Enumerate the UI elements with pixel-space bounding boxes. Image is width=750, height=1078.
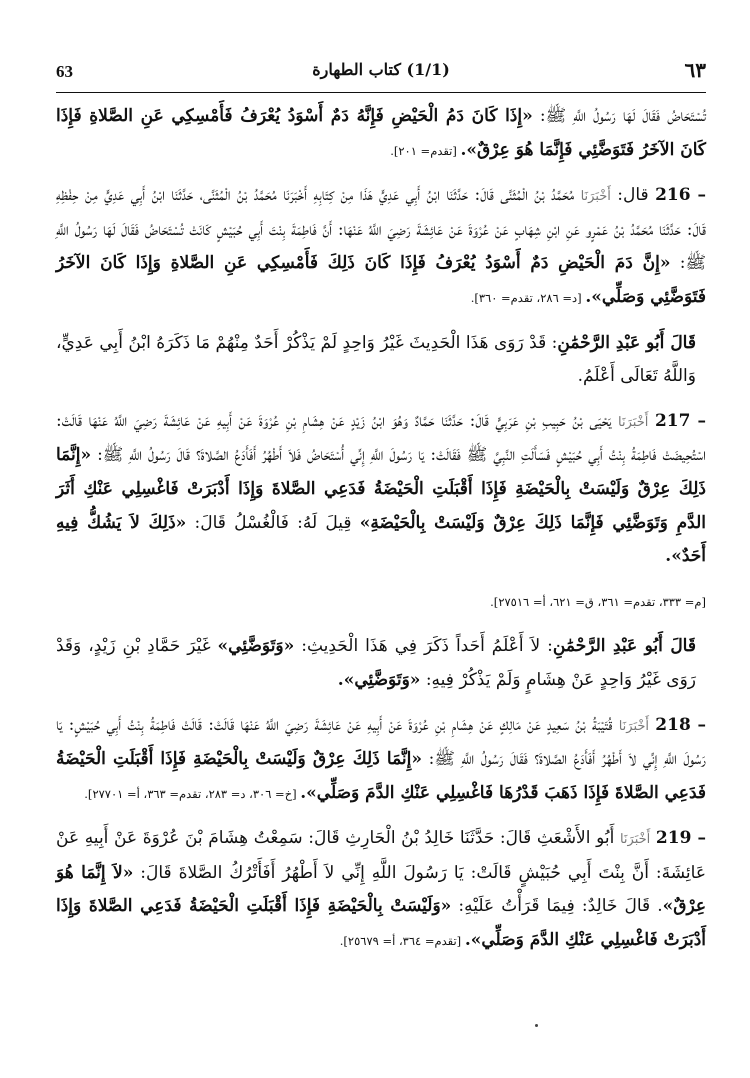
bold-quote: «إِنَّ دَمَ الْحَيْضِ دَمٌ أَسْوَدُ يُعْرَفُ فَإِذَا كَانَ ذَلِكَ فَأَمْسِكِي عَنِ الصَّلاةِ وَإِذَا كَانَ الآخَرُ فَتَوَضَّئِي وَصَلِّي». — [56, 253, 706, 307]
text-run: تُسْتَحَاضُ فَقَالَ لَهَا رَسُولُ اللَّهِ ﷺ: — [532, 106, 706, 126]
bold-quote: قَالَ أَبُو عَبْدِ الرَّحْمَٰنِ — [552, 636, 696, 657]
text-run: يَحْيَى بْنُ حَبِيبِ بْنِ عَرَبِيٍّ قَالَ: حَدَّثَنَا حَمَّادٌ وَهُوَ ابْنُ زَيْدٍ عَنْ هِشَامِ بْنِ عُرْوَةَ عَنْ أَبِيهِ عَنْ عَائِشَةَ رَضِيَ اللَّهُ عَنْهَا قَالَتْ: اسْتُحِيضَتْ فَاطِمَةُ بِنْتُ أَبِي حُبَيْشٍ فَسَأَلَتِ النَّبِيَّ ﷺ فَقَالَتْ: يَا رَسُولَ اللَّهِ إِنِّي أُسْتَحَاضُ فَلاَ أَطْهُرُ أَفَأَدَعُ الصَّلاةَ؟ قَالَ رَسُولُ اللَّهِ ﷺ: — [56, 410, 706, 466]
reference-line — [56, 585, 706, 620]
text-run: أَبُو الأَشْعَثِ قَالَ: حَدَّثَنَا خَالِدُ بْنُ الْحَارِثِ قَالَ: سَمِعْتُ هِشَامَ بْنَ عُرْوَةَ عَنْ أَبِيهِ عَنْ عَائِشَةَ: أَنَّ بِنْتَ أَبِي حُبَيْشٍ قَالَتْ: يَا رَسُولَ اللَّهِ إِنِّي لاَ أَطْهُرُ أَفَأَتْرُكُ الصَّلاةَ قَالَ: — [56, 828, 706, 883]
bold-quote: «وَتَوَضَّئِي» — [217, 636, 295, 657]
text-run: قِيلَ لَهُ: فَالْغُسْلُ قَالَ: — [186, 512, 360, 533]
commentary-paragraph — [56, 327, 706, 394]
header-rule — [56, 92, 706, 93]
akhbarana-label: أَخْبَرَنَا — [619, 832, 651, 848]
hadith-paragraph — [56, 709, 706, 812]
bold-quote: «إِذَا كَانَ دَمُ الْحَيْضِ فَإِنَّهُ دَمٌ أَسْوَدُ يُعْرَفُ فَأَمْسِكِي عَنِ الصَّلاةِ فَإِذَا كَانَ الآخَرُ فَتَوَضَّئِي فَإِنَّمَا هُوَ عِرْقٌ». — [56, 106, 706, 160]
continuation-paragraph — [56, 100, 706, 168]
bold-quote: «وَلَيْسَتْ بِالْحَيْضَةِ فَإِذَا أَقْبَلَتِ الْحَيْضَةُ فَدَعِي الصَّلاةَ وَإِذَا أَدْبَرَتْ فَاغْسِلِي عَنْكِ الدَّمَ وَصَلِّي». — [56, 896, 706, 951]
hadith-paragraph — [56, 405, 706, 574]
reference-citation: [م= ٣٣٣، تقدم= ٣٦١، ق= ٦٢١، أ= ٢٧٥١٦]. — [490, 594, 706, 609]
text-run: مُحَمَّدُ بْنُ الْمُثَنَّى قَالَ: حَدَّثَنَا ابْنُ أَبِي عَدِيٍّ هَذَا مِنْ كِتَابِهِ أَخْبَرَنَا مُحَمَّدُ بْنُ الْمُثَنَّى، حَدَّثَنَا ابْنُ أَبِي عَدِيٍّ مِنْ حِفْظِهِ قَالَ: حَدَّثَنَا مُحَمَّدُ بْنُ عَمْرٍو عَنِ ابْنِ شِهَابٍ عَنْ عُرْوَةَ عَنْ عَائِشَةَ رَضِيَ اللَّهُ عَنْهَا: أَنَّ فَاطِمَةَ بِنْتَ أَبِي حُبَيْشٍ كَانَتْ تُسْتَحَاضُ فَقَالَ لَهَا رَسُولُ اللَّهِ ﷺ: — [56, 185, 706, 274]
text-run: . قَالَ خَالِدٌ: فِيمَا قَرَأْتُ عَلَيْهِ: — [451, 896, 663, 917]
text-run: قُتَيْبَةُ بْنُ سَعِيدٍ عَنْ مَالِكٍ عَنْ هِشَامِ بْنِ عُرْوَةَ عَنْ أَبِيهِ عَنْ عَائِشَةَ رَضِيَ اللَّهُ عَنْهَا قَالَتْ: قَالَتْ فَاطِمَةُ بِنْتُ أَبِي حُبَيْشٍ: يَا رَسُولَ اللَّهِ إِنِّي لاَ أَطْهُرُ أَفَأَدَعُ الصَّلاةَ؟ فَقَالَ رَسُولُ اللَّهِ ﷺ: — [56, 714, 707, 770]
hadith-paragraph — [56, 822, 706, 958]
reference-citation: [تقدم= ٢٠١]. — [390, 143, 461, 158]
bold-quote: قَالَ أَبُو عَبْدِ الرَّحْمَٰنِ — [557, 332, 696, 353]
ink-dot — [535, 1024, 538, 1027]
book-title: (1/1) كتاب الطهارة — [312, 60, 450, 79]
page-body — [56, 100, 706, 1060]
reference-citation: [د= ٢٨٦، تقدم= ٣٦٠]. — [470, 290, 586, 305]
text-run: غَيْرَ حَمَّادِ بْنِ زَيْدٍ، وَقَدْ رَوَى غَيْرُ وَاحِدٍ عَنْ هِشَامٍ وَلَمْ يَذْكُرْ فِيهِ: — [56, 636, 696, 690]
bold-quote: «وَتَوَضَّئِي». — [337, 669, 421, 690]
akhbarana-label: أَخْبَرَنَا — [618, 718, 650, 734]
reference-citation: [تقدم= ٣٦٤، أ= ٢٥٦٧٩]. — [339, 934, 465, 949]
hadith-number: 216 – — [655, 185, 706, 206]
text-run: : لاَ أَعْلَمُ أَحَداً ذَكَرَ فِي هَذَا الْحَدِيثِ: — [294, 636, 553, 657]
page-number-arabic: ٦٣ — [684, 58, 706, 82]
page-number-latin: 63 — [56, 62, 73, 81]
hadith-number: 218 – — [655, 714, 707, 735]
hadith-number: 219 – — [655, 828, 707, 849]
akhbarana-label: أَخْبَرَنَا — [580, 189, 611, 205]
bold-quote: «ذَلِكَ لاَ يَشُكُّ فِيهِ أَحَدٌ». — [56, 512, 706, 567]
hadith-paragraph — [56, 179, 706, 315]
hadith-number: 217 – — [654, 410, 706, 431]
text-run: قال: — [610, 185, 649, 206]
commentary-paragraph — [56, 630, 706, 697]
bold-quote: «إِنَّمَا ذَلِكَ عِرْقٌ وَلَيْسَتْ بِالْحَيْضَةِ فَإِذَا أَقْبَلَتِ الْحَيْضَةُ فَدَعِي الصَّلاةَ فَإِذَا ذَهَبَ قَدْرُهَا فَاغْسِلِي عَنْكِ الدَّمَ وَصَلِّي». — [56, 749, 706, 803]
bold-quote: «لاَ إِنَّمَا هُوَ عِرْقٌ» — [56, 862, 706, 917]
bold-quote: «إِنَّمَا ذَلِكَ عِرْقٌ وَلَيْسَتْ بِالْحَيْضَةِ فَإِذَا أَقْبَلَتِ الْحَيْضَةُ فَدَعِي الصَّلاةَ وَإِذَا أَدْبَرَتْ فَاغْسِلِي عَنْكِ أَثَرَ الدَّمِ وَتَوَضَّئِي فَإِنَّمَا ذَلِكَ عِرْقٌ وَلَيْسَتْ بِالْحَيْضَةِ» — [56, 445, 706, 533]
akhbarana-label: أَخْبَرَنَا — [618, 414, 649, 430]
reference-citation: [خ= ٣٠٦، د= ٢٨٣، تقدم= ٣٦٣، أ= ٢٧٧٠١]. — [84, 786, 301, 801]
page-header — [56, 58, 706, 92]
text-run: : قَدْ رَوَى هَذَا الْحَدِيثَ غَيْرُ وَاحِدٍ لَمْ يَذْكُرْ أَحَدٌ مِنْهُمْ مَا ذَكَرَهُ ابْنُ أَبِي عَدِيٍّ، وَاللَّهُ تَعَالَى أَعْلَمُ. — [56, 332, 696, 387]
